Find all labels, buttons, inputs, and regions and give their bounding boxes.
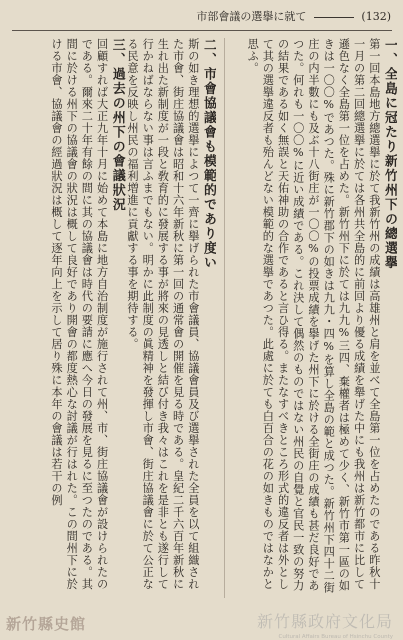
text-block-left bbox=[10, 38, 216, 598]
watermark-subtitle: Cultural Affairs Bureau of Hsinchu County bbox=[278, 634, 393, 640]
header-rule bbox=[12, 30, 392, 31]
section-two-body: 斯の如き理想的選擧によつて一齊に擧げられた市會議員、協議會員及び選擧された全員を以て組織された市會、街庄協議會は昭和十六年新秋に第一回の通常會の開催を見る時である。皇紀二千六百年新秋に生れ出た新制度が一段と敎育的に發展する事が將來の見透しと結び付き我々はこれを是非とも遂行して行かねばならない事は言ふまでもない。明かに此制度の眞精神を發揮し市會、街庄協議會に於て公正なる民意を反映し州民の福利増進に貢獻する事を期待する。 bbox=[125, 38, 200, 590]
library-stamp: 新竹縣史館 bbox=[6, 615, 87, 633]
section-three-body: 回顧すれば大正九年十月に始めて本島に地方自治制度が施行されて州、市、街庄協議會が設けられたのである。爾來二十年有餘の間に其の協議會は時代の要請に應へ今日の發展を見るに至つたのである。其間に於ける州下の協議會の狀況は概して良好であり開會の都度熱心な討議が行はれた。この間州下に於ける市會、協議會の經過狀況は概して逐年向上を示して居り殊に本年の會議は若干の例 bbox=[49, 38, 109, 590]
section-three-heading: 三、過去の州下の會議狀況 bbox=[109, 38, 125, 212]
watermark-logo: 新竹縣政府文化局 bbox=[256, 612, 393, 631]
running-title: 市部會議の選擧に就て bbox=[196, 10, 307, 23]
section-one-body: 第一回本島地方總選擧に於て我新竹州の成績は高雄州と肩を並べて全島第一位を占めたのである昨秋十一月の第二回總選擧に於ては各州共全島的に前回より優る成績を舉げた中にも我州は新竹都市に比して遜色なく全島第一位を占めた。新竹州下に於ては九九%三四、棄權者は極めて少く、新竹市第一區の如きは一〇〇%であつた。殊に新竹郡下の如きは九九・四%を算し全島の範と成つた。新竹州下四十二街庄の内半數にも及ぶ十八街庄が一〇〇%の投票成績を擧げた州下に於ける全街庄の成績も甚だ良好であつた。何れも一〇〇%に近い成績である。これ決して偶然のものではない州民の自覺と官民一致の努力の結果である如く無誤と天佑神助の合作であると言ひ得る。またなすべきところ形式的違反者は外として其の選擧違反者も殆んどない模範的な選擧であつた。此處に於ても白百合の花の如きものではなかと思ふ。 bbox=[246, 38, 381, 594]
page-number: (132) bbox=[361, 10, 391, 23]
section-two-heading: 二、市會協議會も模範的であり度い bbox=[201, 38, 216, 270]
column-separator bbox=[224, 38, 225, 598]
section-one-heading: 一、全島に冠たり新竹州下の總選擧 bbox=[382, 38, 397, 270]
page-header bbox=[11, 6, 391, 28]
header-rule-dash bbox=[314, 17, 354, 18]
text-block-right bbox=[227, 38, 397, 598]
